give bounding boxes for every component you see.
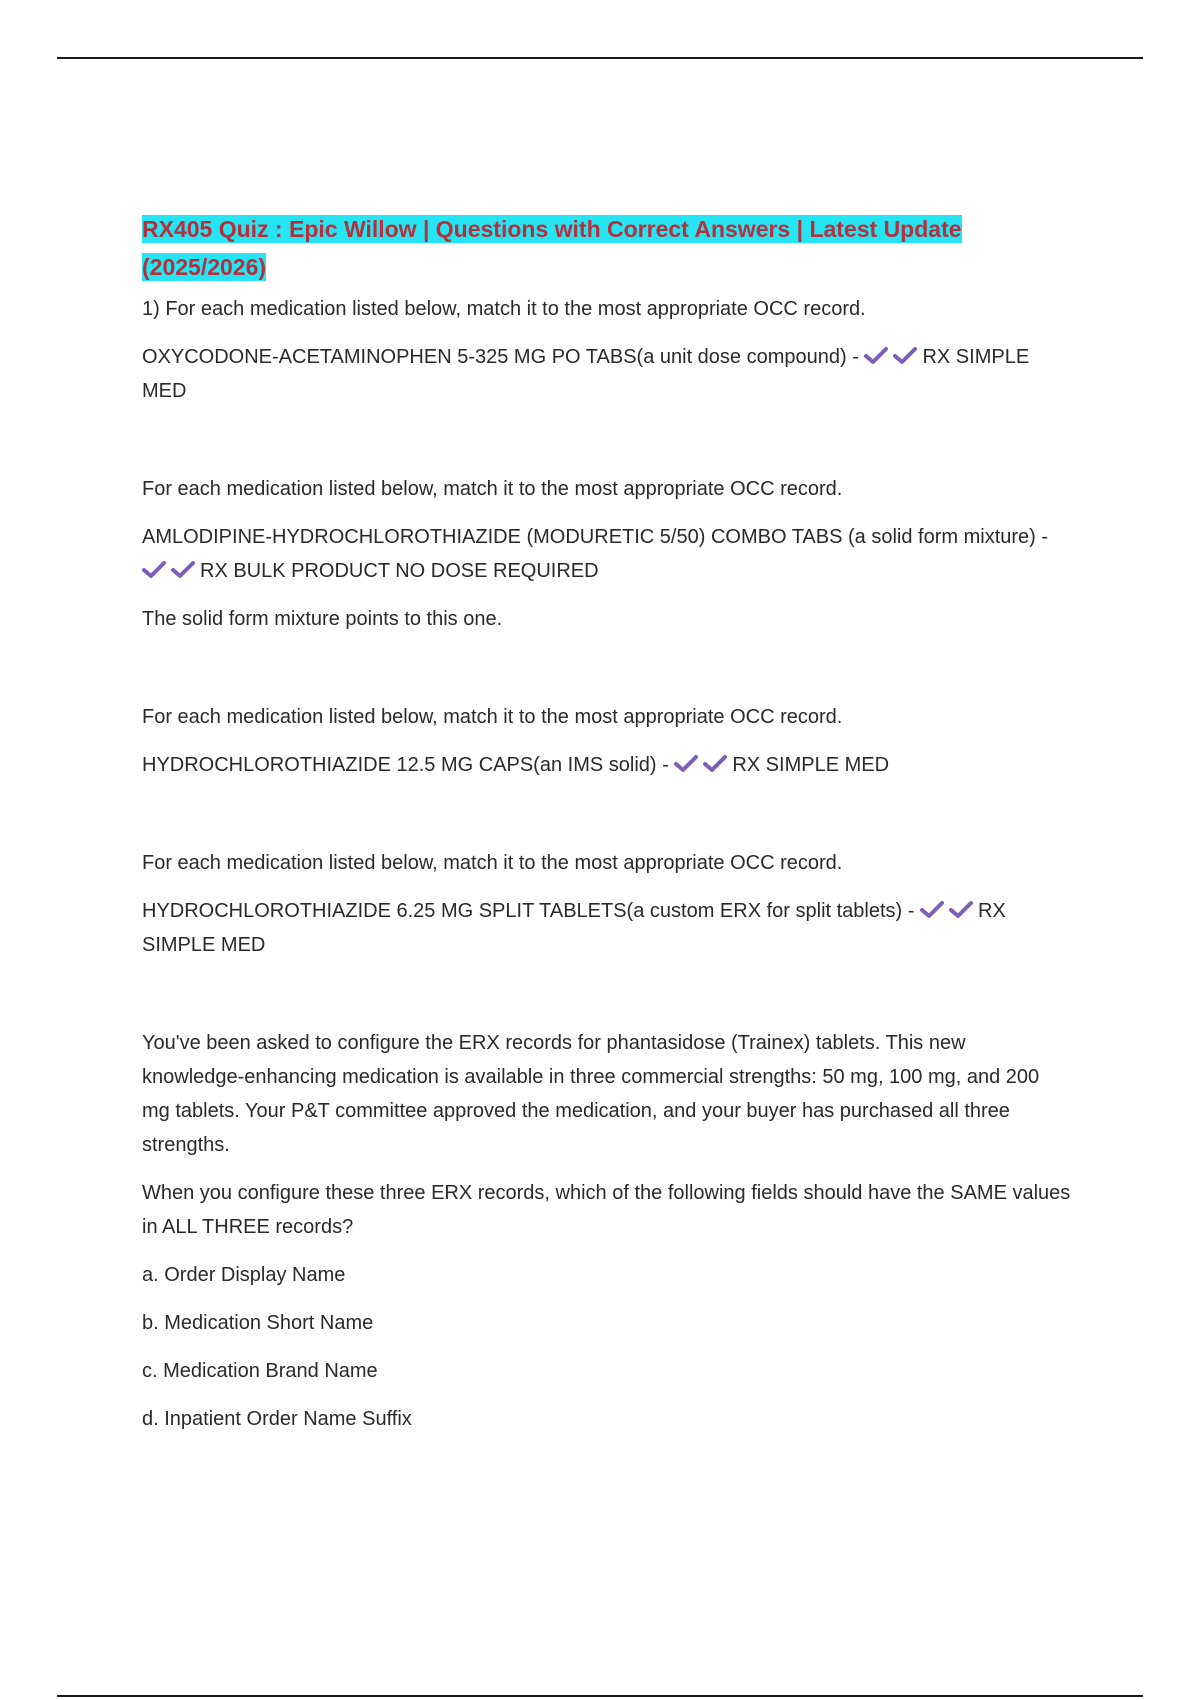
option-d: d. Inpatient Order Name Suffix	[142, 1408, 412, 1430]
check-icon	[703, 755, 727, 773]
answer-4	[142, 894, 1072, 962]
answer-2	[142, 520, 1072, 588]
bottom-rule	[57, 1695, 1143, 1697]
check-icon	[142, 561, 166, 579]
question-5-scenario: You've been asked to configure the ERX records for phantasidose (Trainex) tablets. This new knowledge-enhancing medication is available in three commercial strengths: 50 mg, 100 mg, and 200 mg tablets. Your P&T committee approved the medication, and your buyer has purchased all three strengths.	[142, 1032, 1040, 1156]
check-icon	[949, 901, 973, 919]
answer-3-result: RX SIMPLE MED	[732, 754, 890, 776]
answer-4-result: RX SIMPLE MED	[142, 900, 1006, 956]
check-icon	[674, 755, 698, 773]
question-4-prompt: For each medication listed below, match it to the most appropriate OCC record.	[142, 852, 843, 874]
check-icon	[893, 347, 917, 365]
answer-4-text: HYDROCHLOROTHIAZIDE 6.25 MG SPLIT TABLETS(a custom ERX for split tablets) -	[142, 900, 915, 922]
answer-3-text: HYDROCHLOROTHIAZIDE 12.5 MG CAPS(an IMS solid) -	[142, 754, 669, 776]
document-body	[142, 210, 1072, 1436]
question-5-prompt: When you configure these three ERX records, which of the following fields should have the SAME values in ALL THREE records?	[142, 1182, 1071, 1238]
check-icon	[171, 561, 195, 579]
check-icon	[920, 901, 944, 919]
check-icon	[864, 347, 888, 365]
answer-2-note: The solid form mixture points to this one.	[142, 608, 503, 630]
question-2-prompt: For each medication listed below, match it to the most appropriate OCC record.	[142, 478, 843, 500]
option-b: b. Medication Short Name	[142, 1312, 374, 1334]
question-1-prompt: 1) For each medication listed below, match it to the most appropriate OCC record.	[142, 298, 866, 320]
document-title	[142, 210, 1072, 286]
answer-1-result: RX SIMPLE MED	[142, 346, 1030, 402]
answer-2-text: AMLODIPINE-HYDROCHLOROTHIAZIDE (MODURETIC 5/50) COMBO TABS (a solid form mixture) -	[142, 526, 1049, 548]
option-c: c. Medication Brand Name	[142, 1360, 378, 1382]
option-a: a. Order Display Name	[142, 1264, 346, 1286]
top-rule	[57, 57, 1143, 59]
question-3-prompt: For each medication listed below, match it to the most appropriate OCC record.	[142, 706, 843, 728]
answer-1-text: OXYCODONE-ACETAMINOPHEN 5-325 MG PO TABS(a unit dose compound) -	[142, 346, 859, 368]
document-title-highlight: RX405 Quiz : Epic Willow | Questions with Correct Answers | Latest Update (2025/2026)	[142, 216, 962, 280]
answer-1	[142, 340, 1072, 408]
answer-2-result: RX BULK PRODUCT NO DOSE REQUIRED	[200, 560, 599, 582]
answer-3	[142, 748, 1072, 782]
